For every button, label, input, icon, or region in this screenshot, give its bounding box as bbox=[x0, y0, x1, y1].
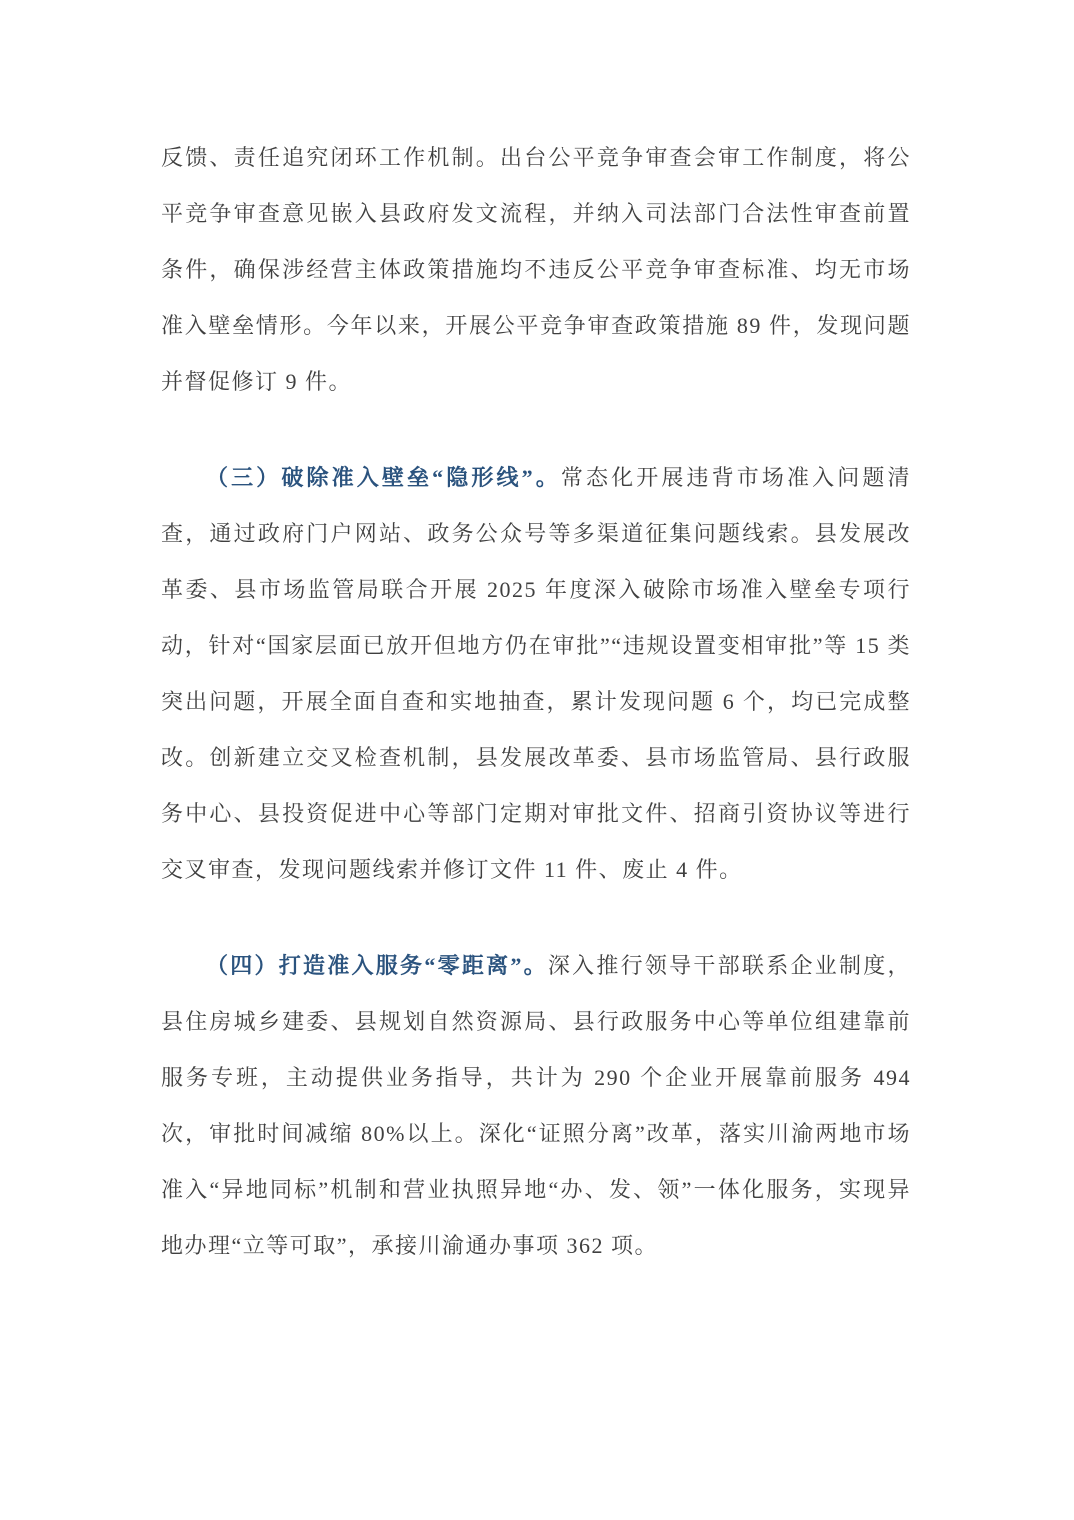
paragraph-text: 深入推行领导干部联系企业制度，县住房城乡建委、县规划自然资源局、县行政服务中心等单位组建靠前服务专班，主动提供业务指导，共计为 290 个企业开展靠前服务 494 次，审批时间减缩 80%以上。深化“证照分离”改革，落实川渝两地市场准入“异地同标”机制和营业执照异地“办、发、领”一体化服务，实现异地办理“立等可取”，承接川渝通办事项 362 项。 bbox=[161, 953, 911, 1258]
paragraph-continuation bbox=[161, 130, 911, 410]
paragraph-text: 反馈、责任追究闭环工作机制。出台公平竞争审查会审工作制度，将公平竞争审查意见嵌入县政府发文流程，并纳入司法部门合法性审查前置条件，确保涉经营主体政策措施均不违反公平竞争审查标准、均无市场准入壁垒情形。今年以来，开展公平竞争审查政策措施 89 件，发现问题并督促修订 9 件。 bbox=[161, 145, 911, 394]
paragraph-section-4 bbox=[161, 938, 911, 1274]
document-content bbox=[161, 130, 911, 1274]
paragraph-section-3 bbox=[161, 450, 911, 898]
section-heading: （四）打造准入服务“零距离”。 bbox=[206, 953, 548, 978]
paragraph-text: 常态化开展违背市场准入问题清查，通过政府门户网站、政务公众号等多渠道征集问题线索。县发展改革委、县市场监管局联合开展 2025 年度深入破除市场准入壁垒专项行动，针对“国家层面已放开但地方仍在审批”“违规设置变相审批”等 15 类突出问题，开展全面自查和实地抽查，累计发现问题 6 个，均已完成整改。创新建立交叉检查机制，县发展改革委、县市场监管局、县行政服务中心、县投资促进中心等部门定期对审批文件、招商引资协议等进行交叉审查，发现问题线索并修订文件 11 件、废止 4 件。 bbox=[161, 465, 911, 882]
section-heading: （三）破除准入壁垒“隐形线”。 bbox=[206, 465, 561, 490]
